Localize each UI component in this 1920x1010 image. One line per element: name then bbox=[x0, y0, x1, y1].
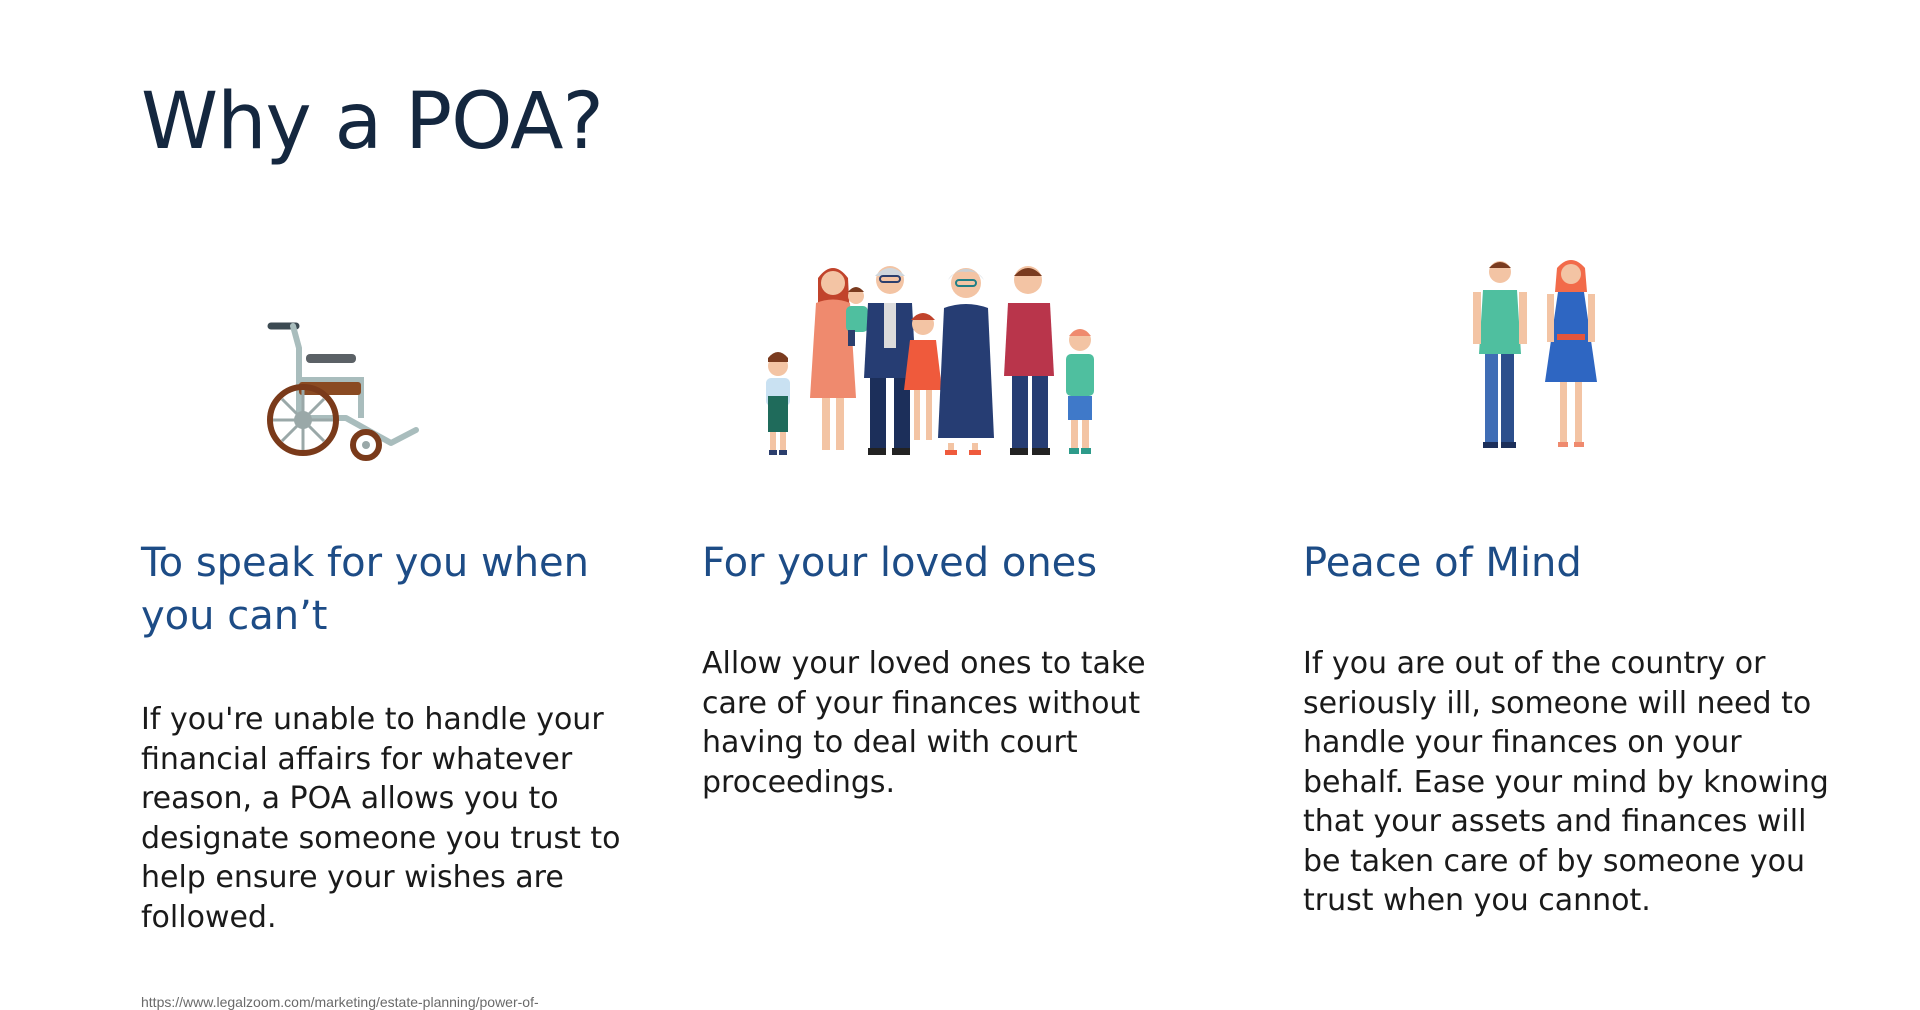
family-icon bbox=[758, 258, 1158, 468]
wheelchair-icon bbox=[261, 318, 421, 463]
reason-body: If you are out of the country or seriously ill, someone will need to handle your finances on your behalf. Ease your mind by knowing that your assets and finances will be taken care of by someone you trust when you cannot. bbox=[1303, 646, 1829, 918]
couple-icon bbox=[1463, 258, 1613, 458]
page-title: Why a POA? bbox=[141, 77, 603, 167]
source-link[interactable]: https://www.legalzoom.com/marketing/estate-planning/power-of- bbox=[141, 994, 539, 1010]
reason-body: Allow your loved ones to take care of your finances without having to deal with court proceedings. bbox=[702, 646, 1146, 800]
reason-heading: For your loved ones bbox=[702, 540, 1098, 586]
reason-heading: Peace of Mind bbox=[1303, 540, 1582, 586]
reason-heading: To speak for you when you can’t bbox=[141, 540, 590, 639]
reason-body: If you're unable to handle your financial affairs for whatever reason, a POA allows you to designate someone you trust to help ensure your wishes are followed. bbox=[141, 702, 621, 935]
